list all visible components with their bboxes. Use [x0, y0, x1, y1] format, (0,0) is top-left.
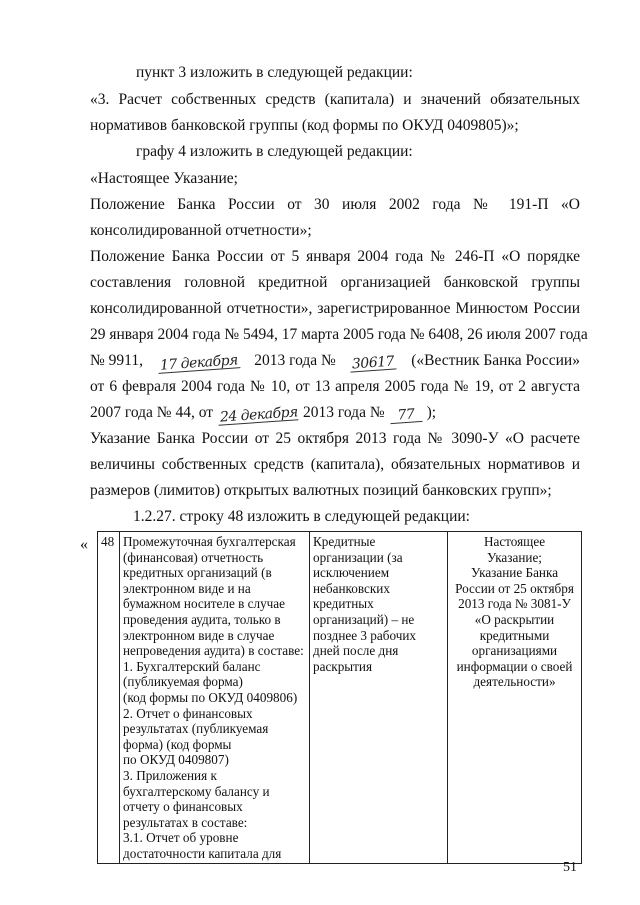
para-ukazanie-3090-line2: величины собственных средств (капитала), обязательных нормативов и: [90, 456, 580, 473]
cell-text-line: бухгалтерскому балансу и: [123, 783, 270, 799]
cell-text-line: Указание Банка: [470, 565, 559, 581]
cell-text-line: позднее 3 рабочих: [313, 627, 416, 643]
para-ukazanie-3090-line3: размеров (лимитов) открытых валютных позиций банковских групп»;: [90, 482, 552, 499]
table-row: [98, 532, 582, 864]
cell-text-line: дней после дня: [313, 643, 399, 659]
para-nastoyashchee: «Настоящее Указание;: [90, 170, 238, 187]
cell-text-line: 3.1. Отчет об уровне: [123, 830, 239, 846]
para-polozhenie-191-line1: Положение Банка России от 30 июля 2002 года № 191-П «О: [90, 196, 580, 213]
text-segment: («Вестник Банка России»: [411, 352, 580, 369]
cell-submitting-organizations: [310, 532, 448, 864]
cell-text-line: небанковских: [313, 580, 390, 596]
cell-text-line: отчету о финансовых: [123, 799, 243, 815]
para-polozhenie-246-line3: консолидированной отчетности», зарегистрированное Минюстом России: [90, 300, 580, 317]
cell-text-line: России от 25 октября: [455, 580, 574, 596]
cell-report-composition: [120, 532, 310, 864]
text-segment: 2013 года №: [254, 352, 336, 369]
cell-text-line: 2013 года № 3081-У: [458, 596, 571, 612]
para-polozhenie-246-line6: от 6 февраля 2004 года № 10, от 13 апреля 2005 года № 19, от 2 августа: [90, 378, 580, 395]
para-polozhenie-246-line2: составления головной кредитной организацией банковской группы: [90, 274, 580, 291]
para-polozhenie-246-line4: 29 января 2004 года № 5494, 17 марта 2005 года № 6408, 26 июля 2007 года: [90, 326, 588, 343]
cell-text-line: раскрытия: [313, 658, 373, 674]
handwritten-date-2: 24 декабря: [219, 404, 299, 426]
handwritten-number-1: 30617: [351, 353, 396, 373]
cell-legal-basis: [448, 532, 582, 864]
para-polozhenie-246-line7: [90, 403, 437, 426]
cell-text-line: Указание;: [487, 549, 542, 565]
para-raschet-line1: «3. Расчет собственных средств (капитала) и значений обязательных: [90, 91, 580, 108]
cell-text-line: 3. Приложения к: [123, 767, 217, 783]
cell-text-line: Кредитные: [313, 534, 376, 549]
cell-text-line: результатах в составе:: [123, 814, 248, 830]
cell-text-line: бумажном носителе в случае: [123, 596, 286, 612]
cell-text-line: форма) (код формы: [123, 736, 232, 752]
cell-text-line: организаций) – не: [313, 611, 415, 627]
text-segment: 2007 года № 44, от: [90, 404, 214, 421]
text-segment: № 9911,: [90, 352, 143, 369]
table-row-48: [97, 531, 582, 864]
cell-text-line: непроведения аудита) в составе:: [123, 643, 304, 659]
cell-row-number: [98, 532, 120, 864]
cell-text-line: кредитных организаций (в: [123, 565, 272, 581]
para-polozhenie-191-line2: консолидированной отчетности»;: [90, 222, 312, 239]
text-segment: 2013 года №: [303, 404, 385, 421]
cell-text-line: деятельности»: [473, 674, 556, 690]
para-punkt-3: пункт 3 изложить в следующей редакции:: [136, 64, 413, 81]
cell-text-line: организациями: [471, 643, 558, 659]
para-polozhenie-246-line5: [90, 351, 580, 374]
cell-text-line: (публикуемая форма): [123, 674, 243, 690]
cell-text-line: кредитными: [479, 627, 550, 643]
cell-text-line: 1. Бухгалтерский баланс: [123, 658, 261, 674]
cell-text-line: (код формы по ОКУД 0409806): [123, 689, 298, 705]
cell-text-line: (финансовая) отчетность: [123, 549, 264, 565]
handwritten-number-2: 77: [389, 407, 422, 424]
para-polozhenie-246-line1: Положение Банка России от 5 января 2004 года № 246-П «О порядке: [90, 248, 580, 265]
table-open-quote: «: [80, 536, 88, 553]
para-grafa-4: графу 4 изложить в следующей редакции:: [136, 143, 413, 160]
text-segment: );: [426, 404, 437, 421]
cell-text-line: Настоящее: [483, 534, 546, 549]
para-raschet-line2: нормативов банковской группы (код формы по ОКУД 0409805)»;: [90, 117, 519, 134]
cell-text-line: результатах (публикуемая: [123, 721, 269, 737]
page-number: 51: [563, 860, 577, 875]
row-number: 48: [101, 534, 115, 549]
para-stroka-48: 1.2.27. строку 48 изложить в следующей редакции:: [133, 508, 470, 525]
cell-text-line: «О раскрытии: [474, 611, 555, 627]
para-ukazanie-3090-line1: Указание Банка России от 25 октября 2013 года № 3090-У «О расчете: [90, 430, 580, 447]
cell-text-line: электронном виде в случае: [123, 627, 275, 643]
cell-text-line: по ОКУД 0409807): [123, 752, 229, 768]
cell-text-line: Промежуточная бухгалтерская: [123, 534, 296, 549]
cell-text-line: исключением: [313, 565, 390, 581]
cell-text-line: информации о своей: [456, 658, 573, 674]
cell-text-line: 2. Отчет о финансовых: [123, 705, 253, 721]
cell-text-line: организации (за: [313, 549, 403, 565]
cell-text-line: проведения аудита, только в: [123, 611, 281, 627]
cell-text-line: кредитных: [313, 596, 374, 612]
cell-text-line: достаточности капитала для: [123, 845, 282, 861]
cell-text-line: электронном виде и на: [123, 580, 251, 596]
handwritten-date-1: 17 декабря: [159, 352, 238, 374]
